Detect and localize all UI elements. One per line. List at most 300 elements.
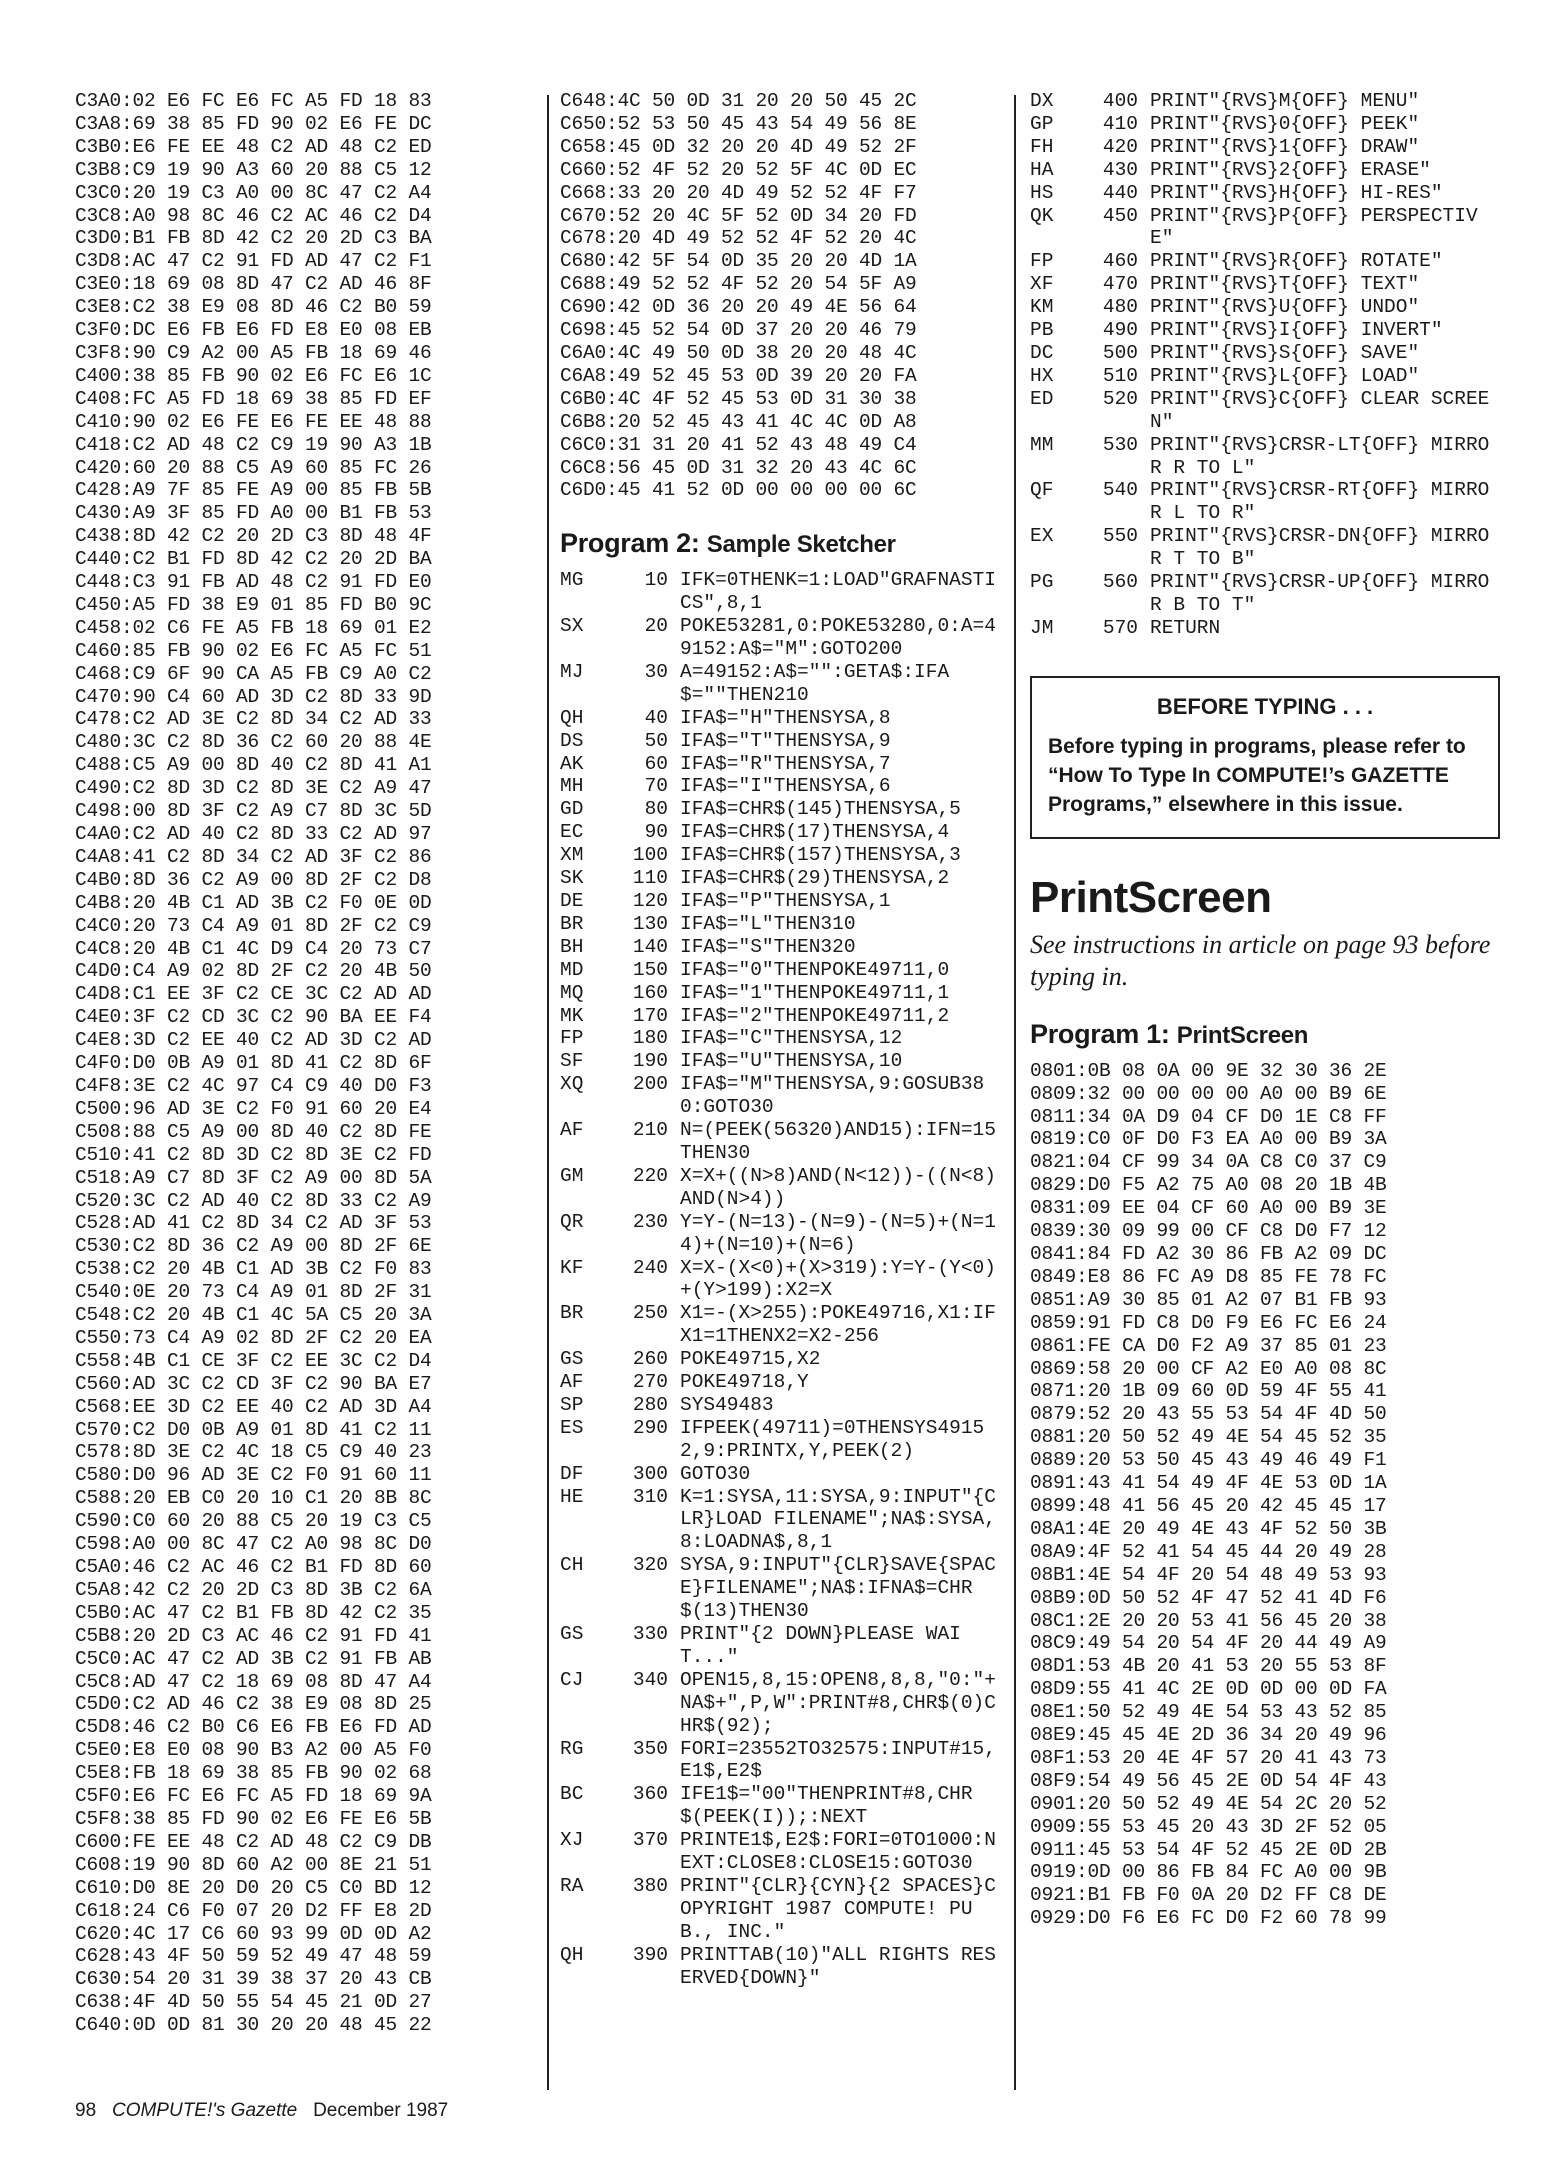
line-code: IFA$="U"THENSYSA,10: [680, 1050, 903, 1073]
line-number: 510: [1102, 364, 1138, 387]
hex-line: 08E9:45 45 4E 2D 36 34 20 49 96: [1030, 1724, 1387, 1747]
hex-line: C670:52 20 4C 5F 52 0D 34 20 FD: [560, 204, 917, 227]
line-number: 500: [1102, 341, 1138, 364]
line-number: 110: [632, 867, 668, 890]
hex-line: C4B8:20 4B C1 AD 3B C2 F0 0E 0D: [75, 891, 432, 914]
line-code: PRINT"{RVS}CRSR-LT{OFF} MIRROR R TO L": [1150, 433, 1490, 479]
line-code: IFA$=CHR$(157)THENSYSA,3: [680, 844, 961, 867]
basic-line: [560, 959, 1000, 982]
line-code: IFE1$="00"THENPRINT#8,CHR$(PEEK(I));:NEXT: [680, 1783, 973, 1829]
line-number: 290: [632, 1416, 668, 1439]
basic-line: [560, 1257, 1000, 1303]
basic-line: [1030, 205, 1500, 251]
line-number: 100: [632, 844, 668, 867]
hex-line: C4F0:D0 0B A9 01 8D 41 C2 8D 6F: [75, 1052, 432, 1075]
page-number: 98: [75, 2100, 97, 2121]
hex-line: 0899:48 41 56 45 20 42 45 45 17: [1030, 1494, 1387, 1517]
hex-line: C668:33 20 20 4D 49 52 52 4F F7: [560, 181, 917, 204]
line-number: 150: [632, 958, 668, 981]
hex-listing-continued: [560, 90, 1000, 502]
line-code: PRINT"{RVS}C{OFF} CLEAR SCREEN": [1150, 387, 1490, 433]
basic-line: [560, 1944, 1000, 1990]
listing-column-2: [560, 90, 1000, 1990]
line-checksum: QK: [1030, 204, 1054, 227]
hex-line: 08D1:53 4B 20 41 53 20 55 53 8F: [1030, 1655, 1387, 1678]
line-code: PRINT"{RVS}CRSR-RT{OFF} MIRROR L TO R": [1150, 479, 1490, 525]
line-code: IFA$="1"THENPOKE49711,1: [680, 981, 950, 1004]
hex-line: C5B0:AC 47 C2 B1 FB 8D 42 C2 35: [75, 1601, 432, 1624]
hex-line: C620:4C 17 C6 60 93 99 0D 0D A2: [75, 1922, 432, 1945]
line-number: 330: [632, 1623, 668, 1645]
hex-listing-column-1: [75, 90, 545, 2037]
line-code: IFA$="I"THENSYSA,6: [680, 775, 891, 798]
basic-line: [560, 1623, 1000, 1669]
line-number: 170: [632, 1004, 668, 1027]
hex-line: C5D8:46 C2 B0 C6 E6 FB E6 FD AD: [75, 1716, 432, 1739]
hex-line: C5C8:AD 47 C2 18 69 08 8D 47 A4: [75, 1670, 432, 1693]
line-checksum: CH: [560, 1554, 584, 1577]
hex-line: C480:3C C2 8D 36 C2 60 20 88 4E: [75, 731, 432, 754]
hex-line: C4B0:8D 36 C2 A9 00 8D 2F C2 D8: [75, 868, 432, 891]
hex-line: C438:8D 42 C2 20 2D C3 8D 48 4F: [75, 525, 432, 548]
basic-listing: [560, 569, 1000, 1989]
line-code: PRINT"{RVS}H{OFF} HI-RES": [1150, 181, 1443, 204]
basic-line: [560, 844, 1000, 867]
hex-line: C450:A5 FD 38 E9 01 85 FD B0 9C: [75, 593, 432, 616]
line-code: IFA$="R"THENSYSA,7: [680, 752, 891, 775]
line-number: 440: [1102, 181, 1138, 204]
basic-line: [560, 1119, 1000, 1165]
line-code: PRINT"{RVS}T{OFF} TEXT": [1150, 273, 1420, 296]
basic-line: [1030, 617, 1500, 640]
line-code: RETURN: [1150, 616, 1221, 639]
line-code: IFA$="2"THENPOKE49711,2: [680, 1004, 950, 1027]
basic-line: [560, 1005, 1000, 1028]
article-title: PrintScreen: [1030, 872, 1272, 922]
hex-line: C508:88 C5 A9 00 8D 40 C2 8D FE: [75, 1120, 432, 1143]
line-code: IFA$="0"THENPOKE49711,0: [680, 958, 950, 981]
hex-line: C648:4C 50 0D 31 20 20 50 45 2C: [560, 90, 917, 112]
line-code: PRINT"{RVS}1{OFF} DRAW": [1150, 135, 1420, 158]
hex-line: 08D9:55 41 4C 2E 0D 0D 00 0D FA: [1030, 1678, 1387, 1701]
basic-line: [560, 890, 1000, 913]
hex-line: 0819:C0 0F D0 F3 EA A0 00 B9 3A: [1030, 1128, 1387, 1151]
hex-line: C408:FC A5 FD 18 69 38 85 FD EF: [75, 387, 432, 410]
basic-line: [1030, 571, 1500, 617]
line-checksum: QR: [560, 1210, 584, 1233]
line-number: 10: [644, 569, 668, 592]
line-checksum: AF: [560, 1371, 584, 1394]
hex-line: C6A8:49 52 45 53 0D 39 20 20 FA: [560, 364, 917, 387]
hex-line: 0881:20 50 52 49 4E 54 45 52 35: [1030, 1426, 1387, 1449]
basic-line: [560, 1554, 1000, 1623]
line-code: IFA$="C"THENSYSA,12: [680, 1027, 903, 1050]
line-checksum: MM: [1030, 433, 1054, 456]
line-code: X=X-(X<0)+(X>319):Y=Y-(Y<0)+(Y>199):X2=X: [680, 1256, 996, 1302]
hex-line: C5E8:FB 18 69 38 85 FB 90 02 68: [75, 1762, 432, 1785]
hex-line: C3A8:69 38 85 FD 90 02 E6 FE DC: [75, 112, 432, 135]
line-code: K=1:SYSA,11:SYSA,9:INPUT"{CLR}LOAD FILENAME";NA$:SYSA,8:LOADNA$,8,1: [680, 1485, 996, 1554]
page-footer: [75, 2100, 448, 2122]
hex-line: C630:54 20 31 39 38 37 20 43 CB: [75, 1968, 432, 1991]
basic-line: [560, 1783, 1000, 1829]
hex-line: C6C8:56 45 0D 31 32 20 43 4C 6C: [560, 456, 917, 479]
basic-line: [560, 798, 1000, 821]
hex-line: 0879:52 20 43 55 53 54 4F 4D 50: [1030, 1403, 1387, 1426]
hex-line: C3B0:E6 FE EE 48 C2 AD 48 C2 ED: [75, 135, 432, 158]
hex-line: C4E8:3D C2 EE 40 C2 AD 3D C2 AD: [75, 1029, 432, 1052]
line-checksum: SF: [560, 1050, 584, 1073]
basic-line: [560, 707, 1000, 730]
hex-line: C488:C5 A9 00 8D 40 C2 8D 41 A1: [75, 754, 432, 777]
line-number: 360: [632, 1783, 668, 1806]
line-code: X=X+((N>8)AND(N<12))-((N<8)AND(N>4)): [680, 1164, 996, 1210]
line-code: IFA$="S"THEN320: [680, 935, 856, 958]
article-instructions: See instructions in article on page 93 before typing in.: [1030, 929, 1491, 991]
line-checksum: FP: [1030, 250, 1054, 273]
hex-line: C5C0:AC 47 C2 AD 3B C2 91 FB AB: [75, 1647, 432, 1670]
line-number: 550: [1102, 525, 1138, 548]
line-checksum: HS: [1030, 181, 1054, 204]
hex-line: C4A0:C2 AD 40 C2 8D 33 C2 AD 97: [75, 823, 432, 845]
line-number: 50: [644, 729, 668, 752]
line-checksum: GS: [560, 1348, 584, 1371]
hex-line: C6D0:45 41 52 0D 00 00 00 00 6C: [560, 479, 917, 502]
hex-line: 0831:09 EE 04 CF 60 A0 00 B9 3E: [1030, 1197, 1387, 1220]
basic-line: [1030, 250, 1500, 273]
hex-line: 0929:D0 F6 E6 FC D0 F2 60 78 99: [1030, 1907, 1387, 1930]
hex-line: 0841:84 FD A2 30 86 FB A2 09 DC: [1030, 1243, 1387, 1265]
line-number: 370: [632, 1829, 668, 1852]
hex-line: 08A1:4E 20 49 4E 43 4F 52 50 3B: [1030, 1517, 1387, 1540]
hex-line: C698:45 52 54 0D 37 20 20 46 79: [560, 319, 917, 342]
hex-line: C590:C0 60 20 88 C5 20 19 C3 C5: [75, 1510, 432, 1533]
basic-line: [1030, 90, 1500, 113]
hex-line: C588:20 EB C0 20 10 C1 20 8B 8C: [75, 1487, 432, 1510]
line-code: POKE49715,X2: [680, 1348, 821, 1371]
line-number: 210: [632, 1119, 668, 1142]
line-number: 80: [644, 798, 668, 821]
hex-line: 0889:20 53 50 45 43 49 46 49 F1: [1030, 1449, 1387, 1472]
line-number: 270: [632, 1371, 668, 1394]
line-code: FORI=23552TO32575:INPUT#15,E1$,E2$: [680, 1737, 996, 1783]
line-checksum: GM: [560, 1164, 584, 1187]
hex-line: C528:AD 41 C2 8D 34 C2 AD 3F 53: [75, 1212, 432, 1235]
basic-line: [560, 1486, 1000, 1555]
line-checksum: MK: [560, 1004, 584, 1027]
line-code: A=49152:A$="":GETA$:IFA$=""THEN210: [680, 660, 950, 706]
basic-line: [560, 1738, 1000, 1784]
hex-line: C460:85 FB 90 02 E6 FC A5 FC 51: [75, 639, 432, 662]
hex-line: 08F9:54 49 56 45 2E 0D 54 4F 43: [1030, 1769, 1387, 1792]
line-code: PRINTTAB(10)"ALL RIGHTS RESERVED{DOWN}": [680, 1943, 996, 1989]
basic-line: [560, 936, 1000, 959]
line-number: 230: [632, 1210, 668, 1233]
line-number: 190: [632, 1050, 668, 1073]
basic-line: [560, 913, 1000, 936]
basic-line: [560, 867, 1000, 890]
line-checksum: KF: [560, 1256, 584, 1279]
basic-line: [560, 1875, 1000, 1944]
basic-line: [560, 615, 1000, 661]
line-code: PRINT"{RVS}S{OFF} SAVE": [1150, 341, 1420, 364]
line-code: IFA$=CHR$(29)THENSYSA,2: [680, 867, 950, 890]
hex-line: C3A0:02 E6 FC E6 FC A5 FD 18 83: [75, 90, 432, 112]
basic-line: [1030, 479, 1500, 525]
line-checksum: SX: [560, 615, 584, 638]
line-code: IFA$="P"THENSYSA,1: [680, 890, 891, 912]
hex-line: C5E0:E8 E0 08 90 B3 A2 00 A5 F0: [75, 1739, 432, 1762]
basic-line: [560, 753, 1000, 776]
line-number: 200: [632, 1073, 668, 1096]
hex-line: 0859:91 FD C8 D0 F9 E6 FC E6 24: [1030, 1311, 1387, 1334]
line-number: 30: [644, 660, 668, 683]
hex-line: C5D0:C2 AD 46 C2 38 E9 08 8D 25: [75, 1693, 432, 1716]
hex-listing: [75, 90, 545, 2037]
line-checksum: SK: [560, 867, 584, 890]
line-code: N=(PEEK(56320)AND15):IFN=15THEN30: [680, 1119, 996, 1164]
line-code: Y=Y-(N=13)-(N=9)-(N=5)+(N=14)+(N=10)+(N=6): [680, 1210, 996, 1256]
basic-line: [560, 1371, 1000, 1394]
hex-line: C628:43 4F 50 59 52 49 47 48 59: [75, 1945, 432, 1968]
line-number: 420: [1102, 135, 1138, 158]
basic-line: [1030, 388, 1500, 434]
hex-line: C470:90 C4 60 AD 3D C2 8D 33 9D: [75, 685, 432, 708]
hex-line: C400:38 85 FB 90 02 E6 FC E6 1C: [75, 364, 432, 387]
basic-line: [1030, 525, 1500, 571]
hex-line: C3D0:B1 FB 8D 42 C2 20 2D C3 BA: [75, 227, 432, 250]
line-number: 390: [632, 1943, 668, 1966]
hex-line: 0851:A9 30 85 01 A2 07 B1 FB 93: [1030, 1288, 1387, 1311]
line-code: IFK=0THENK=1:LOAD"GRAFNASTICS",8,1: [680, 569, 996, 615]
hex-line: C688:49 52 52 4F 52 20 54 5F A9: [560, 273, 917, 296]
line-checksum: MJ: [560, 660, 584, 683]
line-checksum: FP: [560, 1027, 584, 1050]
hex-line: C568:EE 3D C2 EE 40 C2 AD 3D A4: [75, 1395, 432, 1418]
hex-line: 08B9:0D 50 52 4F 47 52 41 4D F6: [1030, 1586, 1387, 1609]
hex-line: 0869:58 20 00 CF A2 E0 A0 08 8C: [1030, 1357, 1387, 1380]
line-checksum: MQ: [560, 981, 584, 1004]
line-number: 120: [632, 890, 668, 912]
hex-line: C4E0:3F C2 CD 3C C2 90 BA EE F4: [75, 1006, 432, 1029]
hex-line: C680:42 5F 54 0D 35 20 20 4D 1A: [560, 250, 917, 273]
line-checksum: AF: [560, 1119, 584, 1142]
hex-line: C520:3C C2 AD 40 C2 8D 33 C2 A9: [75, 1189, 432, 1212]
line-checksum: GP: [1030, 112, 1054, 135]
hex-line: C690:42 0D 36 20 20 49 4E 56 64: [560, 296, 917, 319]
line-checksum: QH: [560, 706, 584, 729]
publication-name: COMPUTE!'s Gazette: [111, 2100, 298, 2121]
hex-line: C448:C3 91 FB AD 48 C2 91 FD E0: [75, 571, 432, 594]
hex-line: 0839:30 09 99 00 CF C8 D0 F7 12: [1030, 1220, 1387, 1243]
line-number: 430: [1102, 158, 1138, 181]
hex-line: 08C9:49 54 20 54 4F 20 44 49 A9: [1030, 1632, 1387, 1655]
hex-line: 0811:34 0A D9 04 CF D0 1E C8 FF: [1030, 1105, 1387, 1128]
line-checksum: QF: [1030, 479, 1054, 502]
line-number: 570: [1102, 616, 1138, 639]
basic-line: [560, 1211, 1000, 1257]
line-number: 530: [1102, 433, 1138, 456]
line-checksum: XM: [560, 844, 584, 867]
hex-line: 08F1:53 20 4E 4F 57 20 41 43 73: [1030, 1746, 1387, 1769]
basic-line: [560, 1348, 1000, 1371]
line-checksum: XF: [1030, 273, 1054, 296]
hex-line: C6B0:4C 4F 52 45 53 0D 31 30 38: [560, 387, 917, 410]
line-checksum: DF: [560, 1462, 584, 1485]
line-checksum: BR: [560, 1302, 584, 1325]
line-number: 300: [632, 1462, 668, 1485]
hex-line: 08C1:2E 20 20 53 41 56 45 20 38: [1030, 1609, 1387, 1632]
hex-line: C410:90 02 E6 FE E6 FE EE 48 88: [75, 410, 432, 433]
hex-line: C3E8:C2 38 E9 08 8D 46 C2 B0 59: [75, 296, 432, 319]
line-code: PRINT"{RVS}M{OFF} MENU": [1150, 90, 1420, 112]
basic-line: [1030, 296, 1500, 319]
hex-line: 0901:20 50 52 49 4E 54 2C 20 52: [1030, 1792, 1387, 1815]
hex-line: 0861:FE CA D0 F2 A9 37 85 01 23: [1030, 1334, 1387, 1357]
line-code: POKE53281,0:POKE53280,0:A=49152:A$="M":GOTO200: [680, 615, 996, 661]
line-code: PRINT"{RVS}2{OFF} ERASE": [1150, 158, 1431, 181]
hex-line: C5A8:42 C2 20 2D C3 8D 3B C2 6A: [75, 1578, 432, 1601]
line-checksum: PB: [1030, 319, 1054, 342]
basic-line: [560, 1050, 1000, 1073]
column-divider: [1014, 95, 1016, 2090]
hex-line: C548:C2 20 4B C1 4C 5A C5 20 3A: [75, 1304, 432, 1327]
basic-line: [560, 1073, 1000, 1119]
hex-line: 0891:43 41 54 49 4F 4E 53 0D 1A: [1030, 1472, 1387, 1495]
line-number: 340: [632, 1668, 668, 1691]
hex-line: C420:60 20 88 C5 A9 60 85 FC 26: [75, 456, 432, 479]
line-code: PRINT"{RVS}CRSR-UP{OFF} MIRROR B TO T": [1150, 571, 1490, 616]
hex-line: C4C0:20 73 C4 A9 01 8D 2F C2 C9: [75, 914, 432, 937]
basic-line: [560, 730, 1000, 753]
hex-line: C608:19 90 8D 60 A2 00 8E 21 51: [75, 1853, 432, 1876]
hex-line: 0801:0B 08 0A 00 9E 32 30 36 2E: [1030, 1059, 1387, 1082]
basic-line: [560, 1165, 1000, 1211]
line-number: 20: [644, 615, 668, 638]
hex-line: 08A9:4F 52 41 54 45 44 20 49 28: [1030, 1540, 1387, 1563]
hex-line: C580:D0 96 AD 3E C2 F0 91 60 11: [75, 1464, 432, 1487]
line-checksum: AK: [560, 752, 584, 775]
line-checksum: EX: [1030, 525, 1054, 548]
line-code: PRINTE1$,E2$:FORI=0TO1000:NEXT:CLOSE8:CLOSE15:GOTO30: [680, 1829, 996, 1875]
hex-line: C4F8:3E C2 4C 97 C4 C9 40 D0 F3: [75, 1074, 432, 1097]
line-number: 220: [632, 1164, 668, 1187]
hex-line: C440:C2 B1 FD 8D 42 C2 20 2D BA: [75, 548, 432, 571]
hex-line: C6B8:20 52 45 43 41 4C 4C 0D A8: [560, 410, 917, 433]
basic-line: [1030, 319, 1500, 342]
line-code: IFA$="L"THEN310: [680, 912, 856, 935]
hex-line: 0909:55 53 45 20 43 3D 2F 52 05: [1030, 1815, 1387, 1838]
hex-line: C428:A9 7F 85 FE A9 00 85 FB 5B: [75, 479, 432, 502]
line-code: IFA$=CHR$(17)THENSYSA,4: [680, 821, 950, 844]
before-typing-body: Before typing in programs, please refer to “How To Type In COMPUTE!’s GAZETTE Programs,” elsewhere in this issue.: [1048, 734, 1466, 816]
hex-line: C550:73 C4 A9 02 8D 2F C2 20 EA: [75, 1326, 432, 1349]
hex-line: C6A0:4C 49 50 0D 38 20 20 48 4C: [560, 341, 917, 364]
line-code: PRINT"{2 DOWN}PLEASE WAIT...": [680, 1623, 961, 1668]
line-number: 380: [632, 1874, 668, 1897]
line-number: 40: [644, 706, 668, 729]
line-number: 400: [1102, 90, 1138, 112]
hex-line: C490:C2 8D 3D C2 8D 3E C2 A9 47: [75, 777, 432, 800]
line-code: PRINT"{RVS}0{OFF} PEEK": [1150, 112, 1420, 135]
line-checksum: BC: [560, 1783, 584, 1806]
hex-line: C610:D0 8E 20 D0 20 C5 C0 BD 12: [75, 1876, 432, 1899]
hex-line: C3C0:20 19 C3 A0 00 8C 47 C2 A4: [75, 181, 432, 204]
line-number: 460: [1102, 250, 1138, 273]
line-code: IFPEEK(49711)=0THENSYS49152,9:PRINTX,Y,PEEK(2): [680, 1416, 985, 1462]
hex-listing: [1030, 1060, 1500, 1930]
line-code: PRINT"{RVS}I{OFF} INVERT": [1150, 319, 1443, 342]
line-number: 410: [1102, 112, 1138, 135]
line-number: 560: [1102, 571, 1138, 594]
basic-line: [1030, 159, 1500, 182]
line-checksum: RG: [560, 1737, 584, 1760]
line-number: 130: [632, 912, 668, 935]
line-code: IFA$=CHR$(145)THENSYSA,5: [680, 798, 961, 821]
line-code: POKE49718,Y: [680, 1371, 809, 1394]
hex-line: C5F8:38 85 FD 90 02 E6 FE E6 5B: [75, 1807, 432, 1830]
line-code: IFA$="M"THENSYSA,9:GOSUB380:GOTO30: [680, 1073, 985, 1119]
line-code: PRINT"{RVS}U{OFF} UNDO": [1150, 296, 1420, 319]
line-checksum: DE: [560, 890, 584, 912]
line-checksum: CJ: [560, 1668, 584, 1691]
basic-line: [1030, 342, 1500, 365]
line-number: 310: [632, 1485, 668, 1508]
basic-line: [1030, 434, 1500, 480]
hex-line: C3C8:A0 98 8C 46 C2 AC 46 C2 D4: [75, 204, 432, 227]
line-number: 160: [632, 981, 668, 1004]
basic-line: [1030, 113, 1500, 136]
hex-line: C5F0:E6 FC E6 FC A5 FD 18 69 9A: [75, 1785, 432, 1808]
line-number: 90: [644, 821, 668, 844]
line-checksum: FH: [1030, 135, 1054, 158]
line-number: 520: [1102, 387, 1138, 410]
line-checksum: BH: [560, 935, 584, 958]
line-code: PRINT"{CLR}{CYN}{2 SPACES}COPYRIGHT 1987 COMPUTE! PUB., INC.": [680, 1874, 996, 1943]
line-number: 350: [632, 1737, 668, 1760]
line-checksum: KM: [1030, 296, 1054, 319]
basic-line: [560, 1829, 1000, 1875]
line-number: 60: [644, 752, 668, 775]
basic-listing-continued: [1030, 90, 1500, 640]
hex-line: C6C0:31 31 20 41 52 43 48 49 C4: [560, 433, 917, 456]
hex-line: C4D8:C1 EE 3F C2 CE 3C C2 AD AD: [75, 983, 432, 1006]
hex-line: C660:52 4F 52 20 52 5F 4C 0D EC: [560, 158, 917, 181]
hex-line: C678:20 4D 49 52 52 4F 52 20 4C: [560, 227, 917, 250]
hex-line: 0871:20 1B 09 60 0D 59 4F 55 41: [1030, 1380, 1387, 1403]
line-checksum: GD: [560, 798, 584, 821]
hex-line: C558:4B C1 CE 3F C2 EE 3C C2 D4: [75, 1349, 432, 1372]
program-2-heading: [560, 528, 1000, 559]
basic-line: [560, 775, 1000, 798]
line-checksum: SP: [560, 1393, 584, 1416]
basic-line: [560, 821, 1000, 844]
line-checksum: DC: [1030, 341, 1054, 364]
line-checksum: XJ: [560, 1829, 584, 1852]
program-heading-label: Program 1:: [1030, 1018, 1170, 1049]
line-number: 240: [632, 1256, 668, 1279]
line-code: PRINT"{RVS}R{OFF} ROTATE": [1150, 250, 1443, 273]
hex-line: C598:A0 00 8C 47 C2 A0 98 8C D0: [75, 1533, 432, 1556]
basic-line: [560, 569, 1000, 615]
line-number: 490: [1102, 319, 1138, 342]
line-code: PRINT"{RVS}L{OFF} LOAD": [1150, 364, 1420, 387]
line-checksum: PG: [1030, 571, 1054, 594]
line-checksum: HA: [1030, 158, 1054, 181]
line-checksum: ES: [560, 1416, 584, 1439]
line-number: 450: [1102, 204, 1138, 227]
basic-line: [1030, 365, 1500, 388]
